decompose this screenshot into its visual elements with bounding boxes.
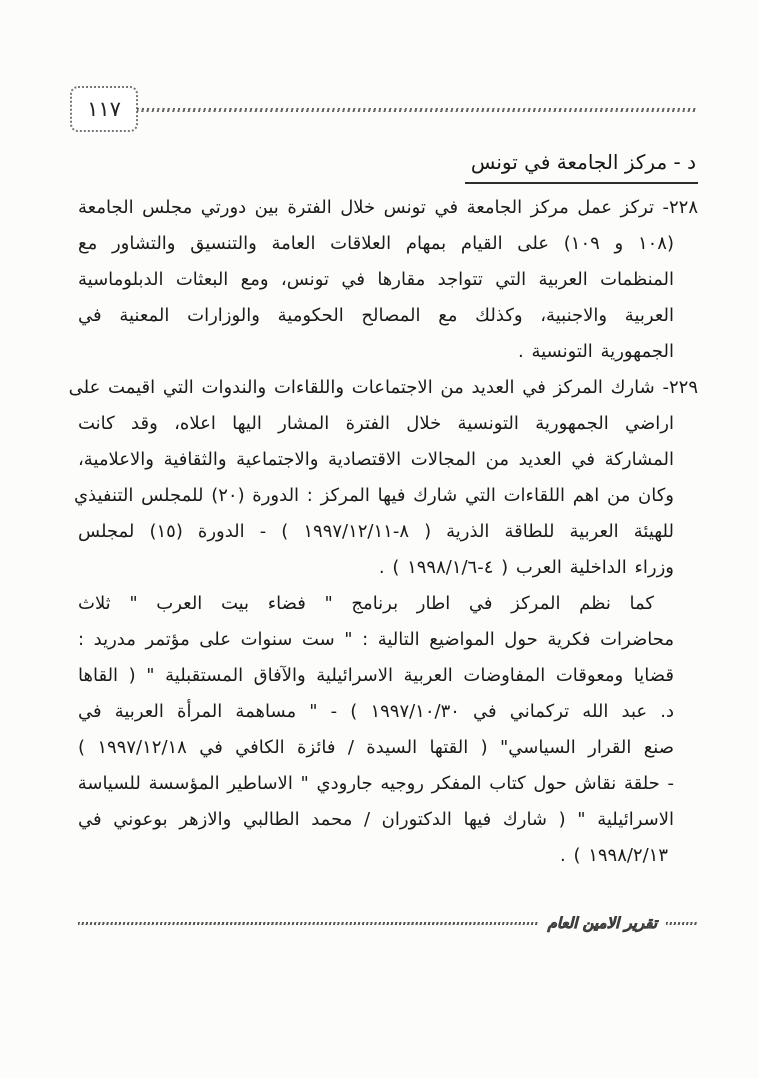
- paragraph-number: ٢٢٩-: [662, 377, 698, 398]
- paragraph-line: المشاركة في العديد من المجالات الاقتصادية والاجتماعية والثقافية والاعلامية،: [78, 449, 674, 470]
- paragraph-line: الاسرائيلية " ( شارك فيها الدكتوران / محمد الطالبي والازهر بوعوني في: [78, 809, 674, 830]
- paragraph-number: ٢٢٨-: [662, 197, 698, 218]
- paragraph-line: للهيئة العربية للطاقة الذرية ( ٨-١٩٩٧/١٢/١١ ) - الدورة (١٥) لمجلس: [78, 521, 674, 542]
- paragraph-229: [68, 370, 698, 586]
- header-rule: [137, 108, 697, 112]
- paragraph-line: (١٠٨ و ١٠٩) على القيام بمهام العلاقات العامة والتنسيق والتشاور مع: [78, 233, 675, 254]
- paragraph-line: المنظمات العربية التي تتواجد مقارها في تونس، ومع البعثات الدبلوماسية: [78, 269, 674, 290]
- page-footer: [78, 912, 698, 934]
- paragraph-line: صنع القرار السياسي" ( القتها السيدة / فائزة الكافي في ١٩٩٧/١٢/١٨ ): [78, 737, 674, 758]
- paragraph-line: د. عبد الله تركماني في ١٩٩٧/١٠/٣٠ ) - " مساهمة المرأة العربية في: [78, 701, 674, 722]
- paragraph-line: وكان من اهم اللقاءات التي شارك فيها المركز : الدورة (٢٠) للمجلس التنفيذي: [73, 485, 674, 506]
- paragraph-line: اراضي الجمهورية التونسية خلال الفترة المشار اليها اعلاه، وقد كانت: [78, 413, 674, 434]
- document-body: [68, 190, 698, 874]
- paragraph-line: [68, 370, 698, 406]
- footer-dash-rule: [666, 922, 698, 925]
- paragraph-line: وزراء الداخلية العرب ( ٤-١٩٩٨/١/٦ ) .: [378, 557, 674, 578]
- page-number: ١١٧: [87, 97, 121, 121]
- paragraph-line: [78, 190, 698, 226]
- paragraph-line: كما نظم المركز في اطار برنامج " فضاء بيت العرب " ثلاث: [78, 593, 654, 614]
- page-number-box: [70, 86, 138, 132]
- paragraph-line: الجمهورية التونسية .: [518, 341, 674, 362]
- paragraph-228: [78, 190, 698, 370]
- paragraph-line: - حلقة نقاش حول كتاب المفكر روجيه جارودي " الاساطير المؤسسة للسياسة: [77, 773, 674, 794]
- paragraph-line: قضايا ومعوقات المفاوضات العربية الاسرائيلية والآفاق المستقبلية " ( القاها: [78, 665, 674, 686]
- line-text: تركز عمل مركز الجامعة في تونس خلال الفترة بين دورتي مجلس الجامعة: [78, 197, 654, 218]
- paragraph-line: العربية والاجنبية، وكذلك مع المصالح الحكومية والوزارات المعنية في: [78, 305, 674, 326]
- footer-title: تقرير الامين العام: [547, 914, 657, 932]
- footer-rule: [78, 922, 539, 925]
- paragraph-line: ١٩٩٨/٢/١٣ ) .: [560, 845, 668, 866]
- section-heading: د - مركز الجامعة في تونس: [465, 150, 698, 184]
- paragraph-lectures: [78, 586, 698, 874]
- line-text: شارك المركز في العديد من الاجتماعات واللقاءات والندوات التي اقيمت على: [68, 377, 655, 398]
- paragraph-line: محاضرات فكرية حول المواضيع التالية : " ست سنوات على مؤتمر مدريد :: [78, 629, 674, 650]
